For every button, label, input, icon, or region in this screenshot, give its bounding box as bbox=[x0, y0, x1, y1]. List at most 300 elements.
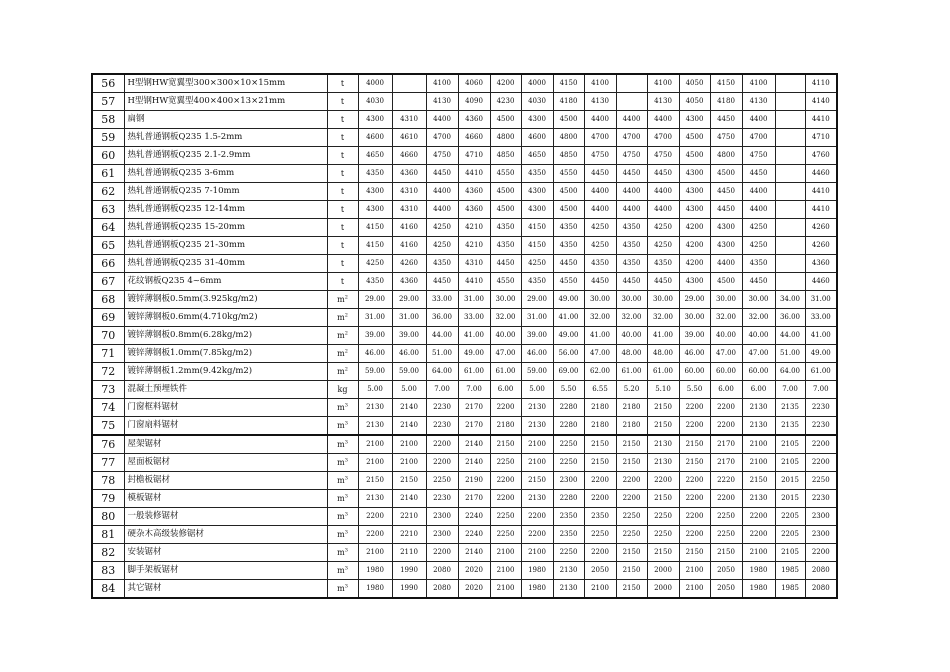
price-cell: 2250 bbox=[647, 526, 679, 544]
price-cell: 2150 bbox=[710, 544, 742, 562]
price-cell: 4090 bbox=[458, 93, 490, 111]
row-number: 62 bbox=[92, 183, 124, 201]
price-cell: 4210 bbox=[458, 237, 490, 255]
price-cell: 7.00 bbox=[426, 381, 458, 399]
price-cell: 2100 bbox=[521, 544, 553, 562]
table-row bbox=[92, 255, 837, 273]
price-cell: 2150 bbox=[616, 435, 647, 454]
price-cell: 47.00 bbox=[584, 345, 616, 363]
price-cell: 2100 bbox=[358, 435, 392, 454]
price-cell: 4450 bbox=[710, 183, 742, 201]
price-cell: 4150 bbox=[358, 237, 392, 255]
price-cell: 4750 bbox=[426, 147, 458, 165]
table-row bbox=[92, 183, 837, 201]
price-cell: 2300 bbox=[426, 508, 458, 526]
price-cell: 1985 bbox=[775, 562, 805, 580]
price-cell: 4350 bbox=[358, 165, 392, 183]
price-cell: 29.00 bbox=[521, 291, 553, 309]
table-row bbox=[92, 345, 837, 363]
price-cell: 4140 bbox=[805, 93, 837, 111]
price-cell: 2130 bbox=[358, 399, 392, 417]
price-cell: 2230 bbox=[426, 399, 458, 417]
price-cell: 2250 bbox=[553, 454, 584, 472]
material-name: 热轧普通钢板Q235 21-30mm bbox=[124, 237, 327, 255]
price-cell: 2200 bbox=[584, 544, 616, 562]
price-cell: 4750 bbox=[584, 147, 616, 165]
price-cell bbox=[775, 74, 805, 93]
unit-exponent: 3 bbox=[344, 439, 348, 446]
price-cell: 2150 bbox=[647, 417, 679, 436]
unit-exponent: 3 bbox=[344, 420, 348, 427]
price-cell: 4180 bbox=[710, 93, 742, 111]
material-name: 热轧普通钢板Q235 15-20mm bbox=[124, 219, 327, 237]
price-cell: 4250 bbox=[584, 237, 616, 255]
price-cell: 2105 bbox=[775, 435, 805, 454]
table-row bbox=[92, 201, 837, 219]
price-cell: 2350 bbox=[584, 508, 616, 526]
material-name: 镀锌薄钢板1.2mm(9.42kg/m2) bbox=[124, 363, 327, 381]
unit-text: t bbox=[340, 241, 345, 250]
price-cell: 4650 bbox=[358, 147, 392, 165]
price-cell: 4180 bbox=[553, 93, 584, 111]
price-cell: 4130 bbox=[426, 93, 458, 111]
unit-exponent: 3 bbox=[344, 583, 348, 590]
unit-cell bbox=[327, 255, 358, 273]
price-cell: 2200 bbox=[679, 472, 710, 490]
price-cell: 61.00 bbox=[805, 363, 837, 381]
price-cell: 4100 bbox=[584, 74, 616, 93]
price-cell: 4550 bbox=[553, 165, 584, 183]
price-cell: 2200 bbox=[679, 490, 710, 508]
price-cell: 49.00 bbox=[553, 291, 584, 309]
price-cell: 29.00 bbox=[358, 291, 392, 309]
unit-cell bbox=[327, 454, 358, 472]
price-cell: 2100 bbox=[742, 454, 775, 472]
price-table-body bbox=[92, 74, 837, 598]
material-name: 镀锌薄钢板0.6mm(4.710kg/m2) bbox=[124, 309, 327, 327]
unit-text: m bbox=[337, 530, 345, 539]
price-cell: 61.00 bbox=[647, 363, 679, 381]
unit-cell bbox=[327, 490, 358, 508]
unit-cell bbox=[327, 165, 358, 183]
price-cell: 31.00 bbox=[392, 309, 426, 327]
unit-cell bbox=[327, 508, 358, 526]
price-cell bbox=[775, 129, 805, 147]
price-cell: 36.00 bbox=[775, 309, 805, 327]
price-cell: 2250 bbox=[490, 508, 521, 526]
material-name: 镀锌薄钢板0.5mm(3.925kg/m2) bbox=[124, 291, 327, 309]
unit-cell bbox=[327, 273, 358, 291]
price-cell: 39.00 bbox=[358, 327, 392, 345]
price-cell: 2170 bbox=[458, 399, 490, 417]
price-cell: 40.00 bbox=[742, 327, 775, 345]
price-cell: 4250 bbox=[521, 255, 553, 273]
price-cell: 29.00 bbox=[392, 291, 426, 309]
material-name: 门窗框料锯材 bbox=[124, 399, 327, 417]
unit-cell bbox=[327, 544, 358, 562]
price-cell: 2200 bbox=[710, 490, 742, 508]
price-cell: 1980 bbox=[521, 562, 553, 580]
price-cell: 4250 bbox=[647, 219, 679, 237]
price-cell bbox=[392, 93, 426, 111]
price-cell: 2200 bbox=[805, 544, 837, 562]
unit-text: m bbox=[337, 476, 345, 485]
material-name: 脚手架板锯材 bbox=[124, 562, 327, 580]
price-cell: 4200 bbox=[679, 219, 710, 237]
price-cell: 46.00 bbox=[521, 345, 553, 363]
price-cell: 60.00 bbox=[679, 363, 710, 381]
price-cell: 2250 bbox=[490, 526, 521, 544]
price-cell bbox=[392, 74, 426, 93]
price-cell: 4300 bbox=[521, 183, 553, 201]
price-cell: 2200 bbox=[679, 417, 710, 436]
row-number: 75 bbox=[92, 417, 124, 436]
price-cell: 4500 bbox=[710, 165, 742, 183]
unit-cell bbox=[327, 580, 358, 599]
material-name: 热轧普通钢板Q235 1.5-2mm bbox=[124, 129, 327, 147]
material-name: 热轧普通钢板Q235 7-10mm bbox=[124, 183, 327, 201]
material-name: H型钢HW宽翼型300×300×10×15mm bbox=[124, 74, 327, 93]
material-name: 镀锌薄钢板1.0mm(7.85kg/m2) bbox=[124, 345, 327, 363]
row-number: 79 bbox=[92, 490, 124, 508]
material-name: 门窗扇料锯材 bbox=[124, 417, 327, 436]
unit-exponent: 3 bbox=[344, 457, 348, 464]
price-cell: 60.00 bbox=[742, 363, 775, 381]
row-number: 58 bbox=[92, 111, 124, 129]
table-row bbox=[92, 309, 837, 327]
price-cell: 2150 bbox=[616, 544, 647, 562]
price-cell: 2280 bbox=[553, 399, 584, 417]
price-cell: 29.00 bbox=[679, 291, 710, 309]
price-cell: 2050 bbox=[710, 562, 742, 580]
unit-exponent: 3 bbox=[344, 402, 348, 409]
price-cell: 32.00 bbox=[490, 309, 521, 327]
price-cell: 2200 bbox=[805, 435, 837, 454]
price-cell: 4300 bbox=[710, 219, 742, 237]
price-cell: 4450 bbox=[584, 273, 616, 291]
unit-cell bbox=[327, 562, 358, 580]
price-cell: 2250 bbox=[805, 472, 837, 490]
price-cell: 2140 bbox=[458, 544, 490, 562]
price-cell: 4200 bbox=[490, 74, 521, 93]
price-cell: 4400 bbox=[426, 183, 458, 201]
unit-cell bbox=[327, 74, 358, 93]
price-cell: 2200 bbox=[616, 472, 647, 490]
price-cell: 2170 bbox=[458, 417, 490, 436]
price-cell: 2250 bbox=[426, 472, 458, 490]
price-cell: 2350 bbox=[553, 508, 584, 526]
price-cell: 32.00 bbox=[647, 309, 679, 327]
price-cell: 4400 bbox=[426, 201, 458, 219]
price-cell: 49.00 bbox=[458, 345, 490, 363]
price-cell: 46.00 bbox=[358, 345, 392, 363]
price-cell: 32.00 bbox=[710, 309, 742, 327]
price-cell: 4400 bbox=[647, 111, 679, 129]
price-cell: 2200 bbox=[358, 508, 392, 526]
price-cell: 2180 bbox=[616, 417, 647, 436]
price-cell: 2130 bbox=[647, 454, 679, 472]
price-cell: 2200 bbox=[358, 526, 392, 544]
unit-text: m bbox=[337, 331, 345, 340]
price-cell: 2150 bbox=[647, 490, 679, 508]
price-cell bbox=[775, 183, 805, 201]
price-cell: 4100 bbox=[647, 74, 679, 93]
price-cell: 2200 bbox=[616, 490, 647, 508]
price-cell: 2100 bbox=[358, 454, 392, 472]
price-cell: 39.00 bbox=[392, 327, 426, 345]
price-cell: 4700 bbox=[647, 129, 679, 147]
price-cell: 4660 bbox=[458, 129, 490, 147]
price-cell: 2140 bbox=[392, 417, 426, 436]
row-number: 63 bbox=[92, 201, 124, 219]
price-cell: 2200 bbox=[426, 544, 458, 562]
price-cell: 2200 bbox=[490, 399, 521, 417]
unit-text: t bbox=[340, 115, 345, 124]
price-cell: 4350 bbox=[647, 255, 679, 273]
price-cell: 2100 bbox=[584, 580, 616, 599]
price-cell: 69.00 bbox=[553, 363, 584, 381]
unit-text: m bbox=[337, 548, 345, 557]
price-cell: 5.00 bbox=[521, 381, 553, 399]
price-cell: 48.00 bbox=[647, 345, 679, 363]
price-cell: 2200 bbox=[710, 399, 742, 417]
unit-text: t bbox=[340, 277, 345, 286]
unit-text: kg bbox=[337, 385, 348, 394]
price-cell: 4100 bbox=[742, 74, 775, 93]
price-cell: 4400 bbox=[742, 183, 775, 201]
row-number: 64 bbox=[92, 219, 124, 237]
table-row bbox=[92, 399, 837, 417]
row-number: 74 bbox=[92, 399, 124, 417]
price-cell: 2105 bbox=[775, 544, 805, 562]
price-cell: 4550 bbox=[490, 273, 521, 291]
unit-cell bbox=[327, 93, 358, 111]
price-cell: 4050 bbox=[679, 93, 710, 111]
price-cell: 4300 bbox=[358, 201, 392, 219]
price-cell: 4400 bbox=[647, 183, 679, 201]
price-cell: 2200 bbox=[426, 454, 458, 472]
price-cell: 4460 bbox=[805, 165, 837, 183]
price-cell: 2100 bbox=[490, 562, 521, 580]
price-cell: 4460 bbox=[805, 273, 837, 291]
table-row bbox=[92, 273, 837, 291]
price-cell: 6.55 bbox=[584, 381, 616, 399]
table-row bbox=[92, 562, 837, 580]
price-cell: 4200 bbox=[679, 237, 710, 255]
price-cell: 4450 bbox=[647, 165, 679, 183]
price-cell: 2000 bbox=[647, 562, 679, 580]
price-cell: 2200 bbox=[521, 526, 553, 544]
price-cell: 4300 bbox=[679, 201, 710, 219]
material-name: 封檐板锯材 bbox=[124, 472, 327, 490]
price-cell: 2130 bbox=[742, 490, 775, 508]
price-cell: 4350 bbox=[553, 237, 584, 255]
unit-cell bbox=[327, 201, 358, 219]
price-cell: 4750 bbox=[710, 129, 742, 147]
price-cell: 41.00 bbox=[647, 327, 679, 345]
price-cell: 4350 bbox=[616, 237, 647, 255]
price-cell: 31.00 bbox=[358, 309, 392, 327]
price-cell: 4600 bbox=[521, 129, 553, 147]
price-cell: 41.00 bbox=[805, 327, 837, 345]
unit-text: m bbox=[337, 421, 345, 430]
price-cell: 4150 bbox=[553, 74, 584, 93]
price-cell: 33.00 bbox=[426, 291, 458, 309]
price-cell: 2100 bbox=[742, 544, 775, 562]
price-cell: 2150 bbox=[616, 562, 647, 580]
price-cell: 46.00 bbox=[392, 345, 426, 363]
price-cell: 2300 bbox=[426, 526, 458, 544]
row-number: 82 bbox=[92, 544, 124, 562]
price-cell: 6.00 bbox=[710, 381, 742, 399]
unit-text: m bbox=[337, 295, 345, 304]
price-cell: 47.00 bbox=[742, 345, 775, 363]
price-cell: 2230 bbox=[426, 417, 458, 436]
unit-cell bbox=[327, 327, 358, 345]
price-cell: 4300 bbox=[521, 111, 553, 129]
price-cell: 4750 bbox=[616, 147, 647, 165]
price-cell: 5.00 bbox=[358, 381, 392, 399]
price-cell: 2080 bbox=[805, 562, 837, 580]
row-number: 84 bbox=[92, 580, 124, 599]
price-cell: 4750 bbox=[647, 147, 679, 165]
price-cell: 61.00 bbox=[458, 363, 490, 381]
table-row bbox=[92, 237, 837, 255]
unit-text: m bbox=[337, 584, 345, 593]
table-row bbox=[92, 147, 837, 165]
price-cell: 6.00 bbox=[490, 381, 521, 399]
price-cell: 39.00 bbox=[521, 327, 553, 345]
price-cell: 4030 bbox=[521, 93, 553, 111]
material-name: H型钢HW宽翼型400×400×13×21mm bbox=[124, 93, 327, 111]
row-number: 76 bbox=[92, 435, 124, 454]
price-cell: 36.00 bbox=[426, 309, 458, 327]
price-cell: 2150 bbox=[616, 580, 647, 599]
price-cell: 2250 bbox=[710, 526, 742, 544]
unit-text: t bbox=[340, 169, 345, 178]
price-cell: 2205 bbox=[775, 508, 805, 526]
price-cell: 2250 bbox=[490, 454, 521, 472]
price-cell: 4400 bbox=[584, 111, 616, 129]
price-cell: 4350 bbox=[426, 255, 458, 273]
unit-cell bbox=[327, 435, 358, 454]
price-cell: 6.00 bbox=[742, 381, 775, 399]
price-cell: 2170 bbox=[458, 490, 490, 508]
unit-text: t bbox=[340, 79, 345, 88]
price-cell: 4210 bbox=[458, 219, 490, 237]
price-cell: 2170 bbox=[710, 454, 742, 472]
price-cell: 2150 bbox=[679, 435, 710, 454]
price-cell: 4300 bbox=[710, 237, 742, 255]
price-cell: 2300 bbox=[805, 508, 837, 526]
price-cell: 2250 bbox=[584, 526, 616, 544]
price-cell: 4310 bbox=[392, 201, 426, 219]
price-cell: 2100 bbox=[392, 435, 426, 454]
price-cell: 4300 bbox=[358, 183, 392, 201]
price-cell: 2020 bbox=[458, 562, 490, 580]
price-cell: 2150 bbox=[647, 399, 679, 417]
unit-text: m bbox=[337, 440, 345, 449]
price-cell bbox=[775, 273, 805, 291]
price-cell bbox=[775, 111, 805, 129]
price-cell: 2230 bbox=[805, 399, 837, 417]
row-number: 60 bbox=[92, 147, 124, 165]
price-cell: 2240 bbox=[458, 508, 490, 526]
price-cell: 2150 bbox=[679, 454, 710, 472]
price-cell: 2200 bbox=[742, 508, 775, 526]
price-cell: 4130 bbox=[647, 93, 679, 111]
price-cell: 4360 bbox=[392, 165, 426, 183]
price-cell: 2130 bbox=[553, 580, 584, 599]
price-cell: 1980 bbox=[742, 580, 775, 599]
price-cell: 4450 bbox=[426, 165, 458, 183]
price-cell: 2130 bbox=[358, 417, 392, 436]
material-name: 一般装修锯材 bbox=[124, 508, 327, 526]
price-cell: 4060 bbox=[458, 74, 490, 93]
unit-text: t bbox=[340, 187, 345, 196]
price-cell: 4350 bbox=[616, 219, 647, 237]
unit-exponent: 2 bbox=[344, 348, 348, 355]
price-cell: 2100 bbox=[358, 544, 392, 562]
price-cell: 4400 bbox=[616, 201, 647, 219]
price-cell: 2180 bbox=[616, 399, 647, 417]
price-cell: 2200 bbox=[679, 526, 710, 544]
price-cell: 4100 bbox=[426, 74, 458, 93]
material-name: 镀锌薄钢板0.8mm(6.28kg/m2) bbox=[124, 327, 327, 345]
price-cell: 60.00 bbox=[710, 363, 742, 381]
price-cell bbox=[775, 201, 805, 219]
row-number: 83 bbox=[92, 562, 124, 580]
price-cell: 2100 bbox=[679, 580, 710, 599]
table-row bbox=[92, 544, 837, 562]
price-cell: 4160 bbox=[392, 219, 426, 237]
price-cell: 4410 bbox=[805, 201, 837, 219]
price-cell: 4260 bbox=[805, 237, 837, 255]
price-cell: 4300 bbox=[521, 201, 553, 219]
price-cell bbox=[775, 147, 805, 165]
unit-text: m bbox=[337, 313, 345, 322]
price-cell: 4310 bbox=[458, 255, 490, 273]
price-cell: 59.00 bbox=[358, 363, 392, 381]
price-cell: 4800 bbox=[710, 147, 742, 165]
price-cell: 4200 bbox=[679, 255, 710, 273]
price-cell: 4610 bbox=[392, 129, 426, 147]
unit-text: t bbox=[340, 97, 345, 106]
unit-cell bbox=[327, 399, 358, 417]
price-cell: 4550 bbox=[490, 165, 521, 183]
price-cell: 4110 bbox=[805, 74, 837, 93]
price-cell: 59.00 bbox=[392, 363, 426, 381]
price-cell: 4000 bbox=[521, 74, 553, 93]
unit-text: m bbox=[337, 494, 345, 503]
price-cell: 4400 bbox=[616, 183, 647, 201]
price-cell: 4700 bbox=[584, 129, 616, 147]
price-cell: 4300 bbox=[679, 165, 710, 183]
price-cell: 4450 bbox=[710, 201, 742, 219]
row-number: 61 bbox=[92, 165, 124, 183]
table-row bbox=[92, 472, 837, 490]
price-cell: 2100 bbox=[521, 454, 553, 472]
unit-cell bbox=[327, 129, 358, 147]
price-cell: 2130 bbox=[521, 490, 553, 508]
price-cell: 4350 bbox=[490, 219, 521, 237]
price-cell: 4500 bbox=[553, 201, 584, 219]
price-cell: 2150 bbox=[679, 544, 710, 562]
price-cell: 4260 bbox=[805, 219, 837, 237]
material-name: 硬杂木高级装修锯材 bbox=[124, 526, 327, 544]
price-cell: 2100 bbox=[392, 454, 426, 472]
price-cell: 4250 bbox=[584, 219, 616, 237]
